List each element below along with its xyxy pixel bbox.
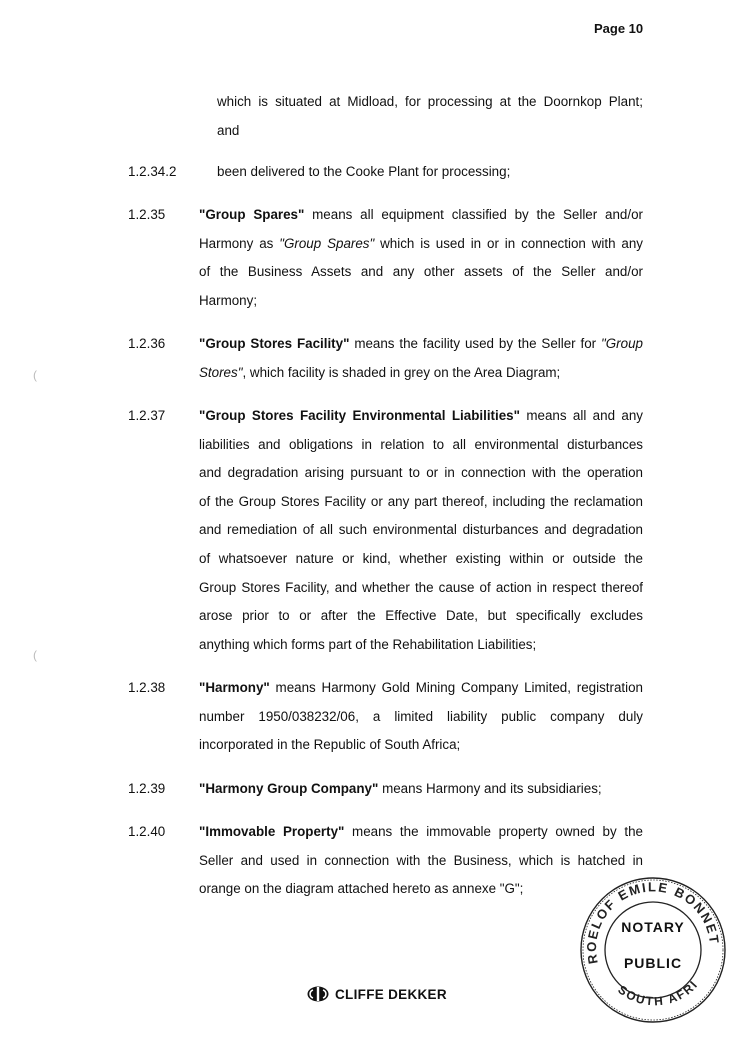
seal-notary: NOTARY [621, 919, 685, 935]
text-line [199, 818, 643, 847]
text-line [199, 330, 643, 359]
text-run: Seller and used in connection with the Business, which is hatched in [199, 852, 643, 868]
text-run: Group Stores Facility, and whether the cause of action in respect thereof [199, 579, 643, 595]
svg-text:ROELOF EMILE BONNET: ROELOF EMILE BONNET [583, 879, 723, 966]
text-run: Harmony as [199, 235, 280, 251]
text-run: means all and any [519, 408, 643, 423]
text-run: Harmony; [199, 292, 258, 308]
text-line [199, 230, 643, 259]
text-run: been delivered to the Cooke Plant for processing; [217, 164, 511, 179]
text-line [199, 545, 643, 574]
text-line [199, 703, 643, 732]
firm-logo [307, 986, 447, 1002]
text-run: incorporated in the Republic of South Africa; [199, 737, 461, 753]
firm-name: CLIFFE DEKKER [335, 986, 447, 1002]
notary-seal [578, 875, 728, 1025]
text-line [199, 258, 643, 287]
text-line [199, 631, 643, 660]
defined-term: "Immovable Property" [199, 824, 345, 839]
clause-text [199, 818, 643, 904]
italic-term: Stores" [199, 364, 243, 380]
text-run: of the Business Assets and any other assets of the Seller and/or [199, 264, 643, 280]
italic-term: "Group [601, 336, 643, 351]
text-line [199, 574, 643, 603]
text-run: and degradation arising pursuant to or in connection with the operation [199, 465, 643, 481]
text-line [199, 359, 643, 388]
clause-number: 1.2.37 [128, 408, 166, 423]
clause-text [199, 330, 643, 387]
defined-term: "Harmony" [199, 680, 270, 695]
text-run: means the facility used by the Seller for [349, 336, 602, 351]
defined-term: "Group Spares" [199, 207, 305, 222]
text-line [199, 602, 643, 631]
text-run: means the immovable property owned by the [344, 824, 643, 839]
text-run: anything which forms part of the Rehabilitation Liabilities; [199, 636, 537, 652]
page-number: Page 10 [594, 21, 644, 36]
text-line [199, 516, 643, 545]
text-line [199, 775, 643, 804]
text-line [217, 158, 643, 187]
text-run: orange on the diagram attached hereto as annexe "G"; [199, 881, 524, 897]
clause-text [217, 158, 643, 187]
text-line [199, 287, 643, 316]
text-run: liabilities and obligations in relation to all environmental disturbances [199, 436, 643, 452]
text-run: number 1950/038232/06, a limited liability public company duly [199, 708, 643, 724]
clause-text [217, 88, 643, 145]
defined-term: "Harmony Group Company" [199, 781, 379, 796]
text-line [199, 459, 643, 488]
scan-speck: ( [33, 648, 37, 662]
text-run: of the Group Stores Facility or any part thereof, including the reclamation [199, 493, 643, 509]
text-line [199, 875, 643, 904]
clause-number: 1.2.39 [128, 781, 166, 796]
clause-text [199, 775, 643, 804]
clause-text [199, 201, 643, 315]
text-line [199, 731, 643, 760]
text-run: means Harmony Gold Mining Company Limited, registration [269, 680, 643, 695]
text-line [199, 488, 643, 517]
svg-text:SOUTH AFRICA: SOUTH AFRI [615, 977, 702, 1009]
defined-term: "Group Stores Facility" [199, 336, 350, 351]
text-run: which is used in or in connection with any [374, 235, 643, 251]
clause-number: 1.2.36 [128, 336, 166, 351]
italic-term: "Group Spares" [279, 235, 375, 251]
clause-number: 1.2.34.2 [128, 164, 177, 179]
text-line [217, 88, 643, 117]
text-run: , which facility is shaded in grey on the Area Diagram; [242, 364, 561, 380]
notary-seal-stamp [578, 875, 728, 1025]
clause-text [199, 402, 643, 659]
text-line [199, 431, 643, 460]
text-run: means all equipment classified by the Seller and/or [304, 207, 643, 222]
text-line [199, 201, 643, 230]
text-run: and [217, 122, 240, 138]
clause-number: 1.2.35 [128, 207, 166, 222]
defined-term: "Group Stores Facility Environmental Liabilities" [199, 408, 520, 423]
text-run: of whatsoever nature or kind, whether existing within or outside the [199, 550, 643, 566]
cliffe-dekker-logo-icon [307, 986, 329, 1002]
clause-number: 1.2.38 [128, 680, 166, 695]
text-run: which is situated at Midload, for processing at the Doornkop Plant; [217, 94, 643, 109]
clause-number: 1.2.40 [128, 824, 166, 839]
seal-public: PUBLIC [623, 955, 683, 971]
text-run: and remediation of all such environmental disturbances and degradation [199, 522, 643, 538]
text-line [199, 674, 643, 703]
text-line [199, 402, 643, 431]
text-line [199, 847, 643, 876]
text-run: arose prior to or after the Effective Date, but specifically excludes [199, 608, 643, 624]
clause-text [199, 674, 643, 760]
text-line [217, 117, 643, 146]
scan-speck: ( [33, 368, 37, 382]
text-run: means Harmony and its subsidiaries; [378, 781, 602, 796]
